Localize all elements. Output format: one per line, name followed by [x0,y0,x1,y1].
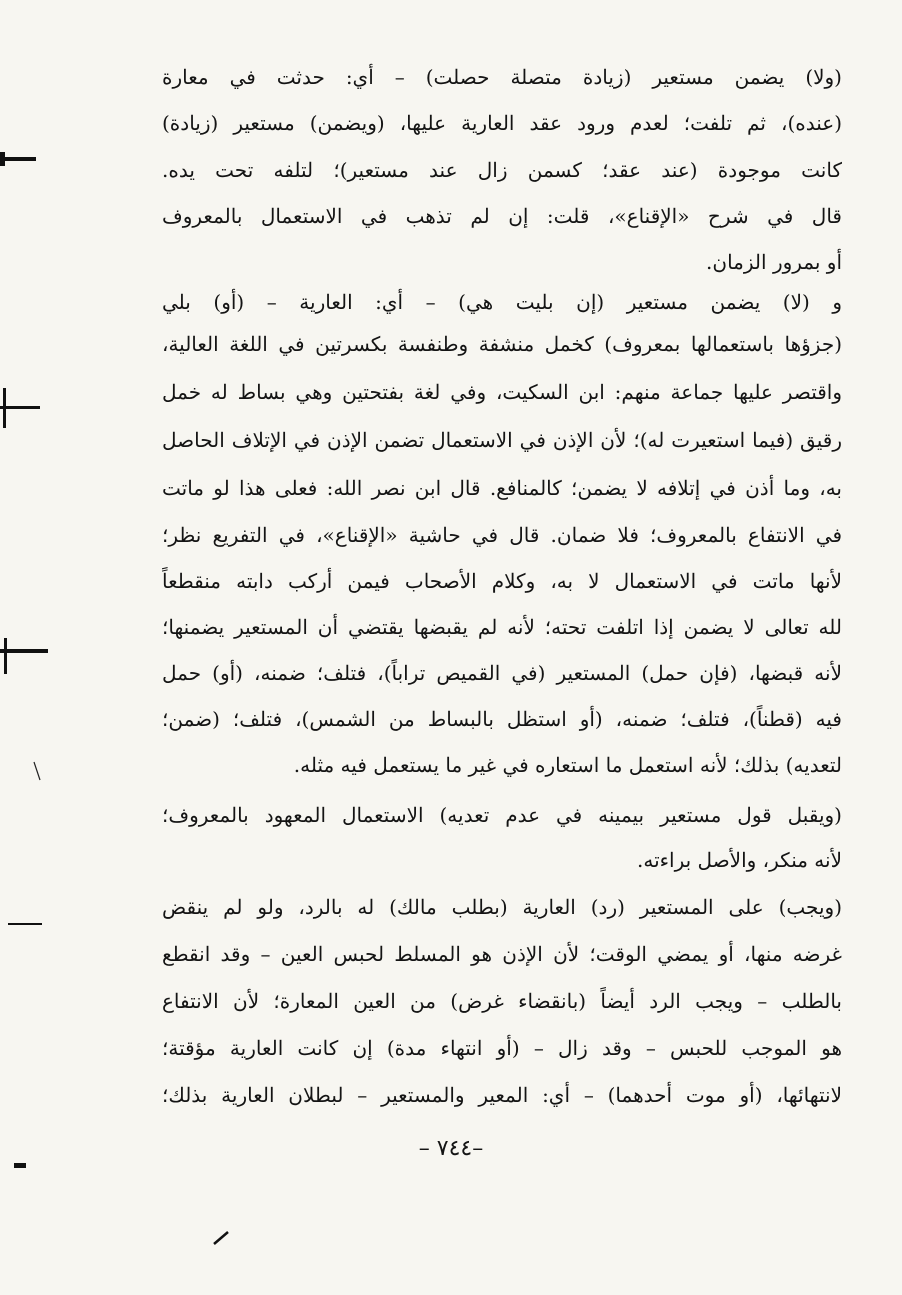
text-line: رقيق (فيما استعيرت له)؛ لأن الإذن في الاستعمال تضمن الإذن في الإتلاف الحاصل [162,428,842,452]
text-line: (ويقبل قول مستعير بيمينه في عدم تعديه) الاستعمال المعهود بالمعروف؛ [162,803,842,827]
margin-mark [14,1163,26,1168]
margin-mark [0,406,40,409]
text-line: لأنه منكر، والأصل براءته. [636,848,842,872]
margin-mark [8,923,42,925]
text-line: بالطلب – ويجب الرد أيضاً (بانقضاء غرض) من العين المعارة؛ لأن الانتفاع [162,989,842,1013]
margin-mark [3,388,6,428]
text-line: لتعديه) بذلك؛ لأنه استعمل ما استعاره في غير ما يستعمل فيه مثله. [293,753,842,777]
margin-mark [0,152,5,166]
margin-mark [0,649,48,653]
text-line: أو بمرور الزمان. [706,250,842,274]
text-line: لأنه قبضها، (فإن حمل) المستعير (في القميص تراباً)، فتلف؛ ضمنه، (أو) حمل [162,661,842,685]
text-line: لأنها ماتت في الاستعمال لا به، وكلام الأصحاب فيمن أركب دابته منقطعاً [162,569,842,593]
stray-mark [32,760,44,784]
page-number: –٧٤٤ – [418,1136,484,1161]
stray-mark [210,1228,232,1248]
text-line: به، وما أذن في إتلافه لا يضمن؛ كالمنافع. قال ابن نصر الله: فعلى هذا لو ماتت [162,476,842,500]
text-line: فيه (قطناً)، فتلف؛ ضمنه، (أو استظل بالبساط من الشمس)، فتلف؛ (ضمن؛ [162,707,842,731]
margin-mark [0,157,36,161]
text-line: لله تعالى لا يضمن إذا اتلفت تحته؛ لأنه لم يقبضها يقتضي أن المستعير يضمنها؛ [162,615,842,639]
text-line: قال في شرح «الإقناع»، قلت: إن لم تذهب في الاستعمال بالمعروف [162,204,842,228]
text-line: في الانتفاع بالمعروف؛ فلا ضمان. قال في حاشية «الإقناع»، في التفريع نظر؛ [162,523,842,547]
text-line: واقتصر عليها جماعة منهم: ابن السكيت، وفي لغة بفتحتين وهي بساط له خمل [162,380,842,404]
text-line: (عنده)، ثم تلفت؛ لعدم ورود عقد العارية عليها، (ويضمن) مستعير (زيادة) [162,111,842,135]
text-line: غرضه منها، أو يمضي الوقت؛ لأن الإذن هو المسلط لحبس العين – وقد انقطع [162,942,842,966]
text-line: لانتهائها، (أو موت أحدهما) – أي: المعير والمستعير – لبطلان العارية بذلك؛ [162,1083,842,1107]
text-line: (ويجب) على المستعير (رد) العارية (بطلب مالك) له بالرد، ولو لم ينقض [162,895,842,919]
text-line: كانت موجودة (عند عقد؛ كسمن زال عند مستعير)؛ لتلفه تحت يده. [162,158,842,182]
text-line: هو الموجب للحبس – وقد زال – (أو انتهاء مدة) إن كانت العارية مؤقتة؛ [162,1036,842,1060]
text-line: (جزؤها باستعمالها بمعروف) كخمل منشفة وطنفسة بكسرتين في اللغة العالية، [162,332,842,356]
text-line: (ولا) يضمن مستعير (زيادة متصلة حصلت) – أي: حدثت في معارة [162,65,842,89]
margin-mark [4,638,7,674]
text-line: و (لا) يضمن مستعير (إن بليت هي) – أي: العارية – (أو) بلي [162,290,842,314]
